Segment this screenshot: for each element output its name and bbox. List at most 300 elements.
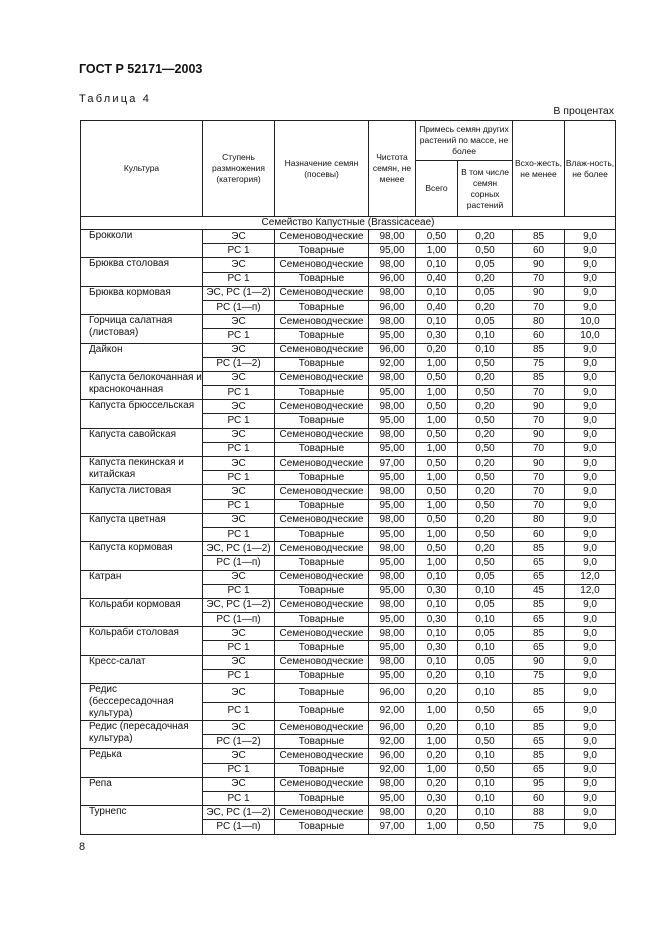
- admixture-total-cell: 0,10: [416, 286, 458, 300]
- family-row: Семейство Капустные (Brassicaceae): [81, 217, 616, 230]
- admixture-total-cell: 0,30: [416, 329, 458, 343]
- table-row: [81, 570, 616, 584]
- germination-cell: 70: [513, 414, 565, 428]
- admixture-weeds-cell: 0,10: [458, 343, 513, 357]
- germination-cell: 75: [513, 669, 565, 683]
- admixture-total-cell: 0,20: [416, 806, 458, 820]
- moisture-cell: 9,0: [565, 735, 616, 749]
- moisture-cell: 9,0: [565, 641, 616, 655]
- moisture-cell: 9,0: [565, 721, 616, 735]
- purity-cell: 98,00: [369, 777, 416, 791]
- admixture-weeds-cell: 0,05: [458, 286, 513, 300]
- purpose-cell: Товарные: [275, 272, 369, 286]
- admixture-weeds-cell: 0,10: [458, 641, 513, 655]
- purity-cell: 95,00: [369, 641, 416, 655]
- stage-cell: РС (1—2): [203, 735, 275, 749]
- stage-cell: ЭС: [203, 684, 275, 703]
- moisture-cell: 9,0: [565, 414, 616, 428]
- purpose-cell: Товарные: [275, 527, 369, 541]
- admixture-weeds-cell: 0,50: [458, 763, 513, 777]
- admixture-total-cell: 0,50: [416, 457, 458, 471]
- moisture-cell: 9,0: [565, 386, 616, 400]
- stage-cell: РС (1—п): [203, 556, 275, 570]
- admixture-weeds-cell: 0,10: [458, 613, 513, 627]
- purity-cell: 98,00: [369, 428, 416, 442]
- purity-cell: 96,00: [369, 749, 416, 763]
- admixture-weeds-cell: 0,10: [458, 777, 513, 791]
- admixture-total-cell: 0,50: [416, 371, 458, 385]
- purity-cell: 95,00: [369, 499, 416, 513]
- table-row: [81, 286, 616, 300]
- purpose-cell: Семеноводческие: [275, 343, 369, 357]
- crop-name-cell: Капуста белокочанная и краснокочанная: [81, 371, 203, 399]
- purpose-cell: Семеноводческие: [275, 230, 369, 244]
- admixture-total-cell: 0,40: [416, 272, 458, 286]
- table-row: [81, 598, 616, 612]
- purity-cell: 95,00: [369, 414, 416, 428]
- moisture-cell: 9,0: [565, 820, 616, 834]
- stage-cell: ЭС, РС (1—2): [203, 598, 275, 612]
- admixture-weeds-cell: 0,20: [458, 230, 513, 244]
- stage-cell: РС (1—п): [203, 613, 275, 627]
- germination-cell: 88: [513, 806, 565, 820]
- moisture-cell: 9,0: [565, 702, 616, 721]
- germination-cell: 90: [513, 428, 565, 442]
- admixture-weeds-cell: 0,05: [458, 655, 513, 669]
- stage-cell: ЭС: [203, 777, 275, 791]
- table-row: [81, 777, 616, 791]
- purity-cell: 98,00: [369, 627, 416, 641]
- germination-cell: 95: [513, 777, 565, 791]
- moisture-cell: 9,0: [565, 556, 616, 570]
- admixture-weeds-cell: 0,10: [458, 791, 513, 805]
- germination-cell: 90: [513, 400, 565, 414]
- germination-cell: 45: [513, 584, 565, 598]
- purpose-cell: Товарные: [275, 613, 369, 627]
- admixture-weeds-cell: 0,20: [458, 457, 513, 471]
- admixture-weeds-cell: 0,10: [458, 749, 513, 763]
- crop-name-cell: Капуста пекинская и китайская: [81, 457, 203, 485]
- purpose-cell: Товарные: [275, 442, 369, 456]
- stage-cell: РС 1: [203, 669, 275, 683]
- admixture-weeds-cell: 0,20: [458, 400, 513, 414]
- purpose-cell: Товарные: [275, 584, 369, 598]
- purity-cell: 95,00: [369, 669, 416, 683]
- table-row: [81, 428, 616, 442]
- germination-cell: 70: [513, 300, 565, 314]
- germination-cell: 85: [513, 343, 565, 357]
- purpose-cell: Товарные: [275, 329, 369, 343]
- moisture-cell: 9,0: [565, 400, 616, 414]
- admixture-weeds-cell: 0,05: [458, 258, 513, 272]
- moisture-cell: 9,0: [565, 527, 616, 541]
- stage-cell: ЭС: [203, 570, 275, 584]
- page-number: 8: [79, 841, 86, 853]
- table-row: [81, 721, 616, 735]
- purity-cell: 95,00: [369, 442, 416, 456]
- purity-cell: 96,00: [369, 684, 416, 703]
- admixture-total-cell: 0,20: [416, 343, 458, 357]
- purity-cell: 98,00: [369, 315, 416, 329]
- purity-cell: 96,00: [369, 343, 416, 357]
- admixture-total-cell: 0,10: [416, 598, 458, 612]
- admixture-weeds-cell: 0,05: [458, 315, 513, 329]
- moisture-cell: 9,0: [565, 613, 616, 627]
- admixture-weeds-cell: 0,50: [458, 735, 513, 749]
- admixture-total-cell: 0,30: [416, 613, 458, 627]
- crop-name-cell: Кольраби столовая: [81, 627, 203, 655]
- stage-cell: РС 1: [203, 499, 275, 513]
- admixture-total-cell: 0,10: [416, 315, 458, 329]
- column-header-admixture-total: Всего: [416, 161, 458, 217]
- stage-cell: ЭС: [203, 428, 275, 442]
- stage-cell: ЭС, РС (1—2): [203, 806, 275, 820]
- moisture-cell: 9,0: [565, 684, 616, 703]
- stage-cell: ЭС: [203, 627, 275, 641]
- purity-cell: 96,00: [369, 272, 416, 286]
- purpose-cell: Семеноводческие: [275, 400, 369, 414]
- germination-cell: 70: [513, 442, 565, 456]
- crop-name-cell: Горчица салатная (листовая): [81, 315, 203, 343]
- purpose-cell: Товарные: [275, 556, 369, 570]
- admixture-total-cell: 0,30: [416, 584, 458, 598]
- purpose-cell: Семеноводческие: [275, 286, 369, 300]
- purity-cell: 95,00: [369, 329, 416, 343]
- admixture-total-cell: 1,00: [416, 386, 458, 400]
- germination-cell: 70: [513, 471, 565, 485]
- stage-cell: ЭС: [203, 513, 275, 527]
- germination-cell: 65: [513, 641, 565, 655]
- moisture-cell: 9,0: [565, 499, 616, 513]
- purity-cell: 95,00: [369, 556, 416, 570]
- column-header-germination: Всхо-жесть, не менее: [513, 121, 565, 217]
- admixture-total-cell: 1,00: [416, 244, 458, 258]
- admixture-total-cell: 0,30: [416, 791, 458, 805]
- germination-cell: 90: [513, 457, 565, 471]
- crop-name-cell: Редис (бессересадочная культура): [81, 684, 203, 721]
- admixture-weeds-cell: 0,10: [458, 669, 513, 683]
- stage-cell: РС 1: [203, 329, 275, 343]
- table-row: [81, 400, 616, 414]
- purpose-cell: Товарные: [275, 702, 369, 721]
- admixture-weeds-cell: 0,10: [458, 721, 513, 735]
- table-row: [81, 513, 616, 527]
- admixture-total-cell: 1,00: [416, 499, 458, 513]
- purity-cell: 98,00: [369, 598, 416, 612]
- purpose-cell: Товарные: [275, 499, 369, 513]
- purpose-cell: Семеноводческие: [275, 806, 369, 820]
- moisture-cell: 9,0: [565, 286, 616, 300]
- purity-cell: 96,00: [369, 721, 416, 735]
- purpose-cell: Товарные: [275, 300, 369, 314]
- admixture-total-cell: 0,40: [416, 300, 458, 314]
- table-row: [81, 457, 616, 471]
- stage-cell: ЭС: [203, 258, 275, 272]
- purpose-cell: Семеноводческие: [275, 457, 369, 471]
- germination-cell: 85: [513, 542, 565, 556]
- moisture-cell: 9,0: [565, 300, 616, 314]
- crop-name-cell: Катран: [81, 570, 203, 598]
- germination-cell: 65: [513, 570, 565, 584]
- stage-cell: ЭС: [203, 485, 275, 499]
- stage-cell: РС (1—п): [203, 820, 275, 834]
- germination-cell: 85: [513, 749, 565, 763]
- admixture-weeds-cell: 0,50: [458, 499, 513, 513]
- admixture-weeds-cell: 0,20: [458, 485, 513, 499]
- stage-cell: РС 1: [203, 414, 275, 428]
- table-row: [81, 627, 616, 641]
- admixture-weeds-cell: 0,50: [458, 471, 513, 485]
- moisture-cell: 9,0: [565, 763, 616, 777]
- purity-cell: 95,00: [369, 584, 416, 598]
- admixture-total-cell: 1,00: [416, 442, 458, 456]
- stage-cell: РС 1: [203, 763, 275, 777]
- admixture-total-cell: 1,00: [416, 556, 458, 570]
- purity-cell: 98,00: [369, 258, 416, 272]
- crop-name-cell: Капуста листовая: [81, 485, 203, 513]
- purpose-cell: Товарные: [275, 763, 369, 777]
- purpose-cell: Товарные: [275, 791, 369, 805]
- germination-cell: 85: [513, 371, 565, 385]
- admixture-total-cell: 0,10: [416, 570, 458, 584]
- column-header-purity: Чистота семян, не менее: [369, 121, 416, 217]
- crop-name-cell: Редис (пересадочная культура): [81, 721, 203, 749]
- purpose-cell: Семеноводческие: [275, 258, 369, 272]
- admixture-weeds-cell: 0,10: [458, 329, 513, 343]
- moisture-cell: 9,0: [565, 471, 616, 485]
- moisture-cell: 9,0: [565, 542, 616, 556]
- column-header-admixture-weeds: В том числе семян сорных растений: [458, 161, 513, 217]
- stage-cell: ЭС: [203, 343, 275, 357]
- admixture-total-cell: 0,10: [416, 655, 458, 669]
- stage-cell: ЭС: [203, 721, 275, 735]
- admixture-weeds-cell: 0,50: [458, 442, 513, 456]
- admixture-weeds-cell: 0,05: [458, 627, 513, 641]
- admixture-weeds-cell: 0,20: [458, 428, 513, 442]
- purpose-cell: Семеноводческие: [275, 655, 369, 669]
- germination-cell: 70: [513, 272, 565, 286]
- admixture-total-cell: 1,00: [416, 820, 458, 834]
- admixture-weeds-cell: 0,50: [458, 244, 513, 258]
- purpose-cell: Товарные: [275, 820, 369, 834]
- stage-cell: РС 1: [203, 386, 275, 400]
- purity-cell: 95,00: [369, 471, 416, 485]
- purity-cell: 96,00: [369, 300, 416, 314]
- column-header-crop: Культура: [81, 121, 203, 217]
- moisture-cell: 9,0: [565, 371, 616, 385]
- purpose-cell: Товарные: [275, 735, 369, 749]
- moisture-cell: 9,0: [565, 230, 616, 244]
- admixture-total-cell: 0,10: [416, 258, 458, 272]
- admixture-weeds-cell: 0,50: [458, 386, 513, 400]
- germination-cell: 90: [513, 258, 565, 272]
- germination-cell: 60: [513, 244, 565, 258]
- purpose-cell: Семеноводческие: [275, 542, 369, 556]
- table-row: [81, 655, 616, 669]
- purpose-cell: Семеноводческие: [275, 749, 369, 763]
- column-header-admixture: Примесь семян других растений по массе, не более: [416, 121, 513, 161]
- admixture-total-cell: 0,50: [416, 542, 458, 556]
- stage-cell: ЭС: [203, 655, 275, 669]
- moisture-cell: 9,0: [565, 485, 616, 499]
- table-row: [81, 749, 616, 763]
- crop-name-cell: Брюква столовая: [81, 258, 203, 286]
- purity-cell: 92,00: [369, 702, 416, 721]
- germination-cell: 85: [513, 627, 565, 641]
- admixture-total-cell: 0,20: [416, 749, 458, 763]
- column-header-purpose: Назначение семян (посевы): [275, 121, 369, 217]
- table-row: [81, 371, 616, 385]
- moisture-cell: 9,0: [565, 749, 616, 763]
- admixture-total-cell: 0,20: [416, 669, 458, 683]
- purity-cell: 98,00: [369, 542, 416, 556]
- stage-cell: РС 1: [203, 584, 275, 598]
- crop-name-cell: Капуста кормовая: [81, 542, 203, 570]
- purity-cell: 98,00: [369, 570, 416, 584]
- moisture-cell: 9,0: [565, 669, 616, 683]
- stage-cell: ЭС: [203, 371, 275, 385]
- germination-cell: 90: [513, 655, 565, 669]
- stage-cell: ЭС: [203, 457, 275, 471]
- admixture-total-cell: 0,50: [416, 513, 458, 527]
- moisture-cell: 9,0: [565, 343, 616, 357]
- admixture-weeds-cell: 0,10: [458, 684, 513, 703]
- table-row: [81, 806, 616, 820]
- moisture-cell: 9,0: [565, 357, 616, 371]
- moisture-cell: 9,0: [565, 428, 616, 442]
- purpose-cell: Товарные: [275, 357, 369, 371]
- germination-cell: 75: [513, 357, 565, 371]
- germination-cell: 85: [513, 230, 565, 244]
- document-title: ГОСТ Р 52171—2003: [79, 62, 203, 76]
- purpose-cell: Семеноводческие: [275, 570, 369, 584]
- purpose-cell: Семеноводческие: [275, 315, 369, 329]
- stage-cell: РС 1: [203, 641, 275, 655]
- crop-name-cell: Репа: [81, 777, 203, 805]
- admixture-total-cell: 0,20: [416, 777, 458, 791]
- moisture-cell: 9,0: [565, 655, 616, 669]
- table-row: [81, 230, 616, 244]
- purity-cell: 98,00: [369, 400, 416, 414]
- purity-cell: 97,00: [369, 457, 416, 471]
- stage-cell: ЭС: [203, 400, 275, 414]
- germination-cell: 65: [513, 763, 565, 777]
- moisture-cell: 9,0: [565, 598, 616, 612]
- germination-cell: 65: [513, 556, 565, 570]
- table-row: [81, 542, 616, 556]
- purity-cell: 95,00: [369, 613, 416, 627]
- germination-cell: 60: [513, 527, 565, 541]
- moisture-cell: 9,0: [565, 627, 616, 641]
- moisture-cell: 9,0: [565, 791, 616, 805]
- crop-name-cell: Брокколи: [81, 230, 203, 258]
- table-caption: Таблица 4: [79, 93, 152, 105]
- purity-cell: 97,00: [369, 820, 416, 834]
- purpose-cell: Семеноводческие: [275, 428, 369, 442]
- purpose-cell: Семеноводческие: [275, 777, 369, 791]
- moisture-cell: 9,0: [565, 442, 616, 456]
- germination-cell: 60: [513, 329, 565, 343]
- moisture-cell: 9,0: [565, 806, 616, 820]
- admixture-weeds-cell: 0,10: [458, 584, 513, 598]
- germination-cell: 70: [513, 386, 565, 400]
- stage-cell: РС 1: [203, 791, 275, 805]
- admixture-weeds-cell: 0,50: [458, 556, 513, 570]
- purpose-cell: Семеноводческие: [275, 485, 369, 499]
- crop-name-cell: Кресс-салат: [81, 655, 203, 683]
- admixture-total-cell: 1,00: [416, 735, 458, 749]
- table-row: [81, 258, 616, 272]
- table-row: [81, 485, 616, 499]
- table-row: [81, 343, 616, 357]
- admixture-total-cell: 1,00: [416, 702, 458, 721]
- admixture-total-cell: 0,20: [416, 721, 458, 735]
- admixture-weeds-cell: 0,20: [458, 371, 513, 385]
- purity-cell: 92,00: [369, 763, 416, 777]
- purity-cell: 98,00: [369, 485, 416, 499]
- germination-cell: 75: [513, 820, 565, 834]
- admixture-weeds-cell: 0,20: [458, 513, 513, 527]
- purity-cell: 95,00: [369, 791, 416, 805]
- stage-cell: РС (1—2): [203, 357, 275, 371]
- stage-cell: ЭС: [203, 315, 275, 329]
- stage-cell: РС (1—п): [203, 300, 275, 314]
- germination-cell: 85: [513, 598, 565, 612]
- admixture-weeds-cell: 0,05: [458, 598, 513, 612]
- admixture-weeds-cell: 0,05: [458, 570, 513, 584]
- germination-cell: 60: [513, 791, 565, 805]
- purity-cell: 98,00: [369, 513, 416, 527]
- admixture-total-cell: 1,00: [416, 414, 458, 428]
- moisture-cell: 9,0: [565, 258, 616, 272]
- units-label: В процентах: [553, 105, 614, 117]
- admixture-total-cell: 0,20: [416, 684, 458, 703]
- purpose-cell: Товарные: [275, 669, 369, 683]
- purity-cell: 95,00: [369, 527, 416, 541]
- purpose-cell: Семеноводческие: [275, 627, 369, 641]
- crop-name-cell: Турнепс: [81, 806, 203, 834]
- moisture-cell: 12,0: [565, 570, 616, 584]
- germination-cell: 65: [513, 735, 565, 749]
- germination-cell: 70: [513, 499, 565, 513]
- moisture-cell: 12,0: [565, 584, 616, 598]
- admixture-total-cell: 0,50: [416, 400, 458, 414]
- admixture-weeds-cell: 0,10: [458, 806, 513, 820]
- crop-name-cell: Дайкон: [81, 343, 203, 371]
- purpose-cell: Товарные: [275, 244, 369, 258]
- stage-cell: РС 1: [203, 527, 275, 541]
- admixture-total-cell: 0,50: [416, 428, 458, 442]
- admixture-total-cell: 1,00: [416, 527, 458, 541]
- germination-cell: 90: [513, 286, 565, 300]
- stage-cell: РС 1: [203, 272, 275, 286]
- moisture-cell: 9,0: [565, 272, 616, 286]
- crop-name-cell: Капуста савойская: [81, 428, 203, 456]
- table-row: [81, 315, 616, 329]
- admixture-total-cell: 0,10: [416, 627, 458, 641]
- crop-name-cell: Капуста брюссельская: [81, 400, 203, 428]
- column-header-moisture: Влаж-ность, не более: [565, 121, 616, 217]
- stage-cell: ЭС, РС (1—2): [203, 542, 275, 556]
- purity-cell: 98,00: [369, 371, 416, 385]
- admixture-weeds-cell: 0,50: [458, 414, 513, 428]
- purpose-cell: Товарные: [275, 386, 369, 400]
- admixture-total-cell: 0,50: [416, 230, 458, 244]
- germination-cell: 70: [513, 485, 565, 499]
- purpose-cell: Семеноводческие: [275, 513, 369, 527]
- admixture-weeds-cell: 0,20: [458, 300, 513, 314]
- purity-cell: 92,00: [369, 735, 416, 749]
